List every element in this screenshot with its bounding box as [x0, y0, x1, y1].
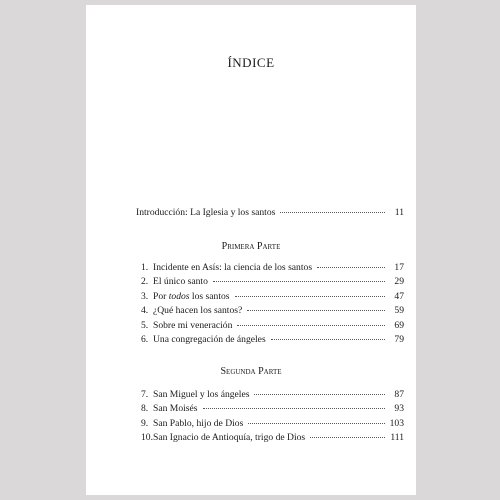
- toc-entry-number: 8.: [141, 403, 149, 414]
- dot-leader: [247, 310, 385, 311]
- toc-page-number: 103: [389, 418, 404, 429]
- dot-leader: [271, 339, 385, 340]
- dot-leader: [280, 212, 385, 213]
- toc-entry: [141, 403, 404, 416]
- dot-leader: [310, 437, 385, 438]
- dot-leader: [213, 281, 385, 282]
- toc-entry-label: ¿Qué hacen los santos?: [153, 305, 243, 316]
- toc-entry: [141, 432, 404, 445]
- dot-leader: [237, 325, 385, 326]
- toc-entry: [141, 305, 404, 318]
- dot-leader: [248, 423, 384, 424]
- toc-entry-number: 9.: [141, 418, 149, 429]
- toc-page-number: 79: [394, 334, 404, 345]
- dot-leader: [317, 267, 385, 268]
- toc-entry: [141, 320, 404, 333]
- toc-entry-label: Por todos los santos: [153, 291, 230, 302]
- toc-entry-label: San Pablo, hijo de Dios: [153, 418, 244, 429]
- toc-page-number: 29: [394, 276, 404, 287]
- part-heading: [86, 241, 416, 252]
- page-title: ÍNDICE: [227, 55, 275, 70]
- toc-entry-number: 6.: [141, 334, 149, 345]
- toc-entry-label: San Ignacio de Antioquía, trigo de Dios: [153, 432, 306, 443]
- dot-leader: [235, 296, 385, 297]
- toc-page-number: 93: [394, 403, 404, 414]
- toc-entry-label: Introducción: La Iglesia y los santos: [136, 207, 276, 218]
- toc-entry: [141, 291, 404, 304]
- toc-entry: [141, 389, 404, 402]
- toc-entry-number: 1.: [141, 262, 149, 273]
- toc-entry-label: Incidente en Asís: la ciencia de los santos: [153, 262, 313, 273]
- part-heading-text: Segunda Parte: [220, 366, 282, 377]
- toc-page-number: 17: [394, 262, 404, 273]
- toc-page-number: 69: [394, 320, 404, 331]
- dot-leader: [203, 408, 385, 409]
- toc-entry-number: 3.: [141, 291, 149, 302]
- toc-entry-number: 5.: [141, 320, 149, 331]
- toc-entry-intro: [136, 207, 404, 220]
- part-heading: [86, 366, 416, 377]
- toc-entry-label: Una congregación de ángeles: [153, 334, 266, 345]
- dot-leader: [254, 394, 385, 395]
- toc-entry-label: El único santo: [153, 276, 208, 287]
- toc-entry-label: Sobre mi veneración: [153, 320, 233, 331]
- toc-entry: [141, 262, 404, 275]
- toc-page-number: 59: [394, 305, 404, 316]
- toc-entry: [141, 276, 404, 289]
- toc-page-number: 87: [394, 389, 404, 400]
- toc-entry-label: San Moisés: [153, 403, 198, 414]
- toc-page-number: 47: [394, 291, 404, 302]
- toc-entry: [141, 418, 404, 431]
- toc-entry-label: San Miguel y los ángeles: [153, 389, 250, 400]
- part-heading-text: Primera Parte: [221, 241, 281, 252]
- toc-entry: [141, 334, 404, 347]
- toc-entry-number: 4.: [141, 305, 149, 316]
- toc-entry-number: 7.: [141, 389, 149, 400]
- toc-page-number: 111: [390, 432, 404, 443]
- toc-entry-number: 2.: [141, 276, 149, 287]
- book-page: [86, 5, 416, 495]
- toc-page-number: 11: [394, 207, 404, 218]
- toc-entry-number: 10.: [141, 432, 153, 443]
